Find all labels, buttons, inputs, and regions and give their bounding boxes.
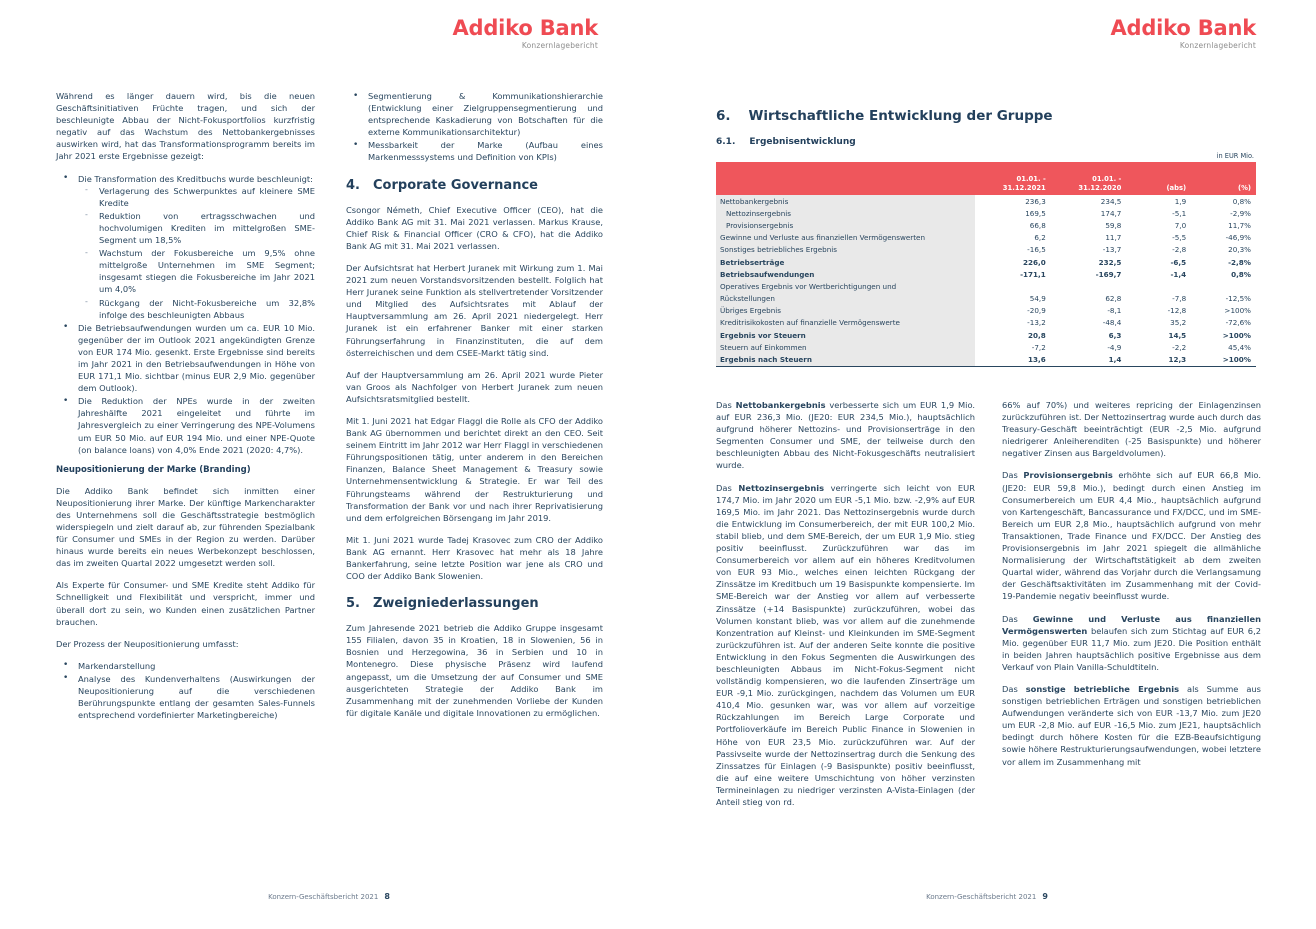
table-cell-2021: -171,1 [975, 268, 1051, 280]
paragraph-cg-3: Auf der Hauptversammlung am 26. April 2021 wurde Pieter van Groos als Nachfolger von Herbert Juranek zum neuen Aufsichtsratsmitglied bestellt. [346, 369, 603, 404]
bullet-list-repositioning [56, 660, 315, 721]
table-cell-2020: -13,7 [1051, 244, 1127, 256]
table-cell-abs [1126, 280, 1191, 292]
table-cell-2020: -48,4 [1051, 317, 1127, 329]
section-number: 5. [346, 596, 360, 612]
header-line-2: 31.12.2021 [1002, 183, 1046, 192]
list-item: • Analyse des Kundenverhaltens (Auswirkungen der Neupositionierung auf die verschiedenen Berührungspunkte entlang der gesamten Sales-Funnels entsprechend vordefinierter Marketingbereiche) [56, 673, 315, 721]
paragraph-cg-5: Mit 1. Juni 2021 wurde Tadej Krasovec zum CRO der Addiko Bank AG ernannt. Herr Krasovec hat mehr als 18 Jahre Bankerfahrung, seine letzte Position war jene als CRO und COO der Addiko Bank Slowenien. [346, 534, 603, 582]
table-header-abs: (abs) [1126, 162, 1191, 195]
right-page-column-2 [1002, 399, 1261, 818]
page-number: 8 [384, 892, 390, 901]
section-heading-6-1 [716, 137, 1261, 147]
table-cell-abs: 7,0 [1126, 219, 1191, 231]
header-line-1: 01.01. - [1092, 175, 1122, 183]
table-cell-2021: -13,2 [975, 317, 1051, 329]
table-cell-2021: 6,2 [975, 232, 1051, 244]
footer-left [0, 892, 658, 901]
list-item-text: Die Transformation des Kreditbuchs wurde beschleunigt: [78, 173, 313, 184]
list-item: • Die Reduktion der NPEs wurde in der zweiten Jahreshälfte 2021 eingeleitet und führte im Jahresvergleich zu einer Verringerung des NPE-Volumens um EUR 50 Mio. auf EUR 194 Mio. und einer NPE-Quote (on balance loans) von 4,0% Ende 2021 (2020: 4,7%). [56, 395, 315, 455]
paragraph-lead: Das [1002, 683, 1026, 694]
table-cell-pct [1191, 280, 1256, 292]
paragraph-branches: Zum Jahresende 2021 betrieb die Addiko Gruppe insgesamt 155 Filialen, davon 35 in Kroatien, 18 in Slowenien, 56 in Bosnien und Herzegowina, 36 in Serbien und 10 in Montenegro. Diese physische Präsenz wird laufend angepasst, um die Umsetzung der auf Consumer und SME ausgerichteten Strategie der Addiko Bank im Zusammenhang mit der zunehmenden Vorliebe der Kunden für digitale Kanäle und digitale Innovationen zu ermöglichen. [346, 623, 603, 718]
table-row [716, 219, 1256, 231]
table-header-2021 [975, 162, 1051, 195]
table-cell-2021: 226,0 [975, 256, 1051, 268]
table-cell-abs: -5,5 [1126, 232, 1191, 244]
paragraph-nettozins-cont: 66% auf 70%) und weiteres repricing der Einlagenzinsen zurückzuführen ist. Der Nettozinsertrag wurde auch durch das Treasury-Geschäft beeinträchtigt (EUR -2,5 Mio. aufgrund niedrigerer Anleiherenditen (-25 Basispunkte) und höherer negativer Zinsen aus Bargeldvolumen). [1002, 400, 1261, 459]
table-cell-pct: 45,4% [1191, 341, 1256, 353]
table-row [716, 232, 1256, 244]
paragraph-intro: Während es länger dauern wird, bis die neuen Geschäftsinitiativen Früchte tragen, und sich der beschleunigte Abbau der Nicht-Fokusportfolios kurzfristig negativ auf das Wachstum des Nettobankergebnisses auswirken wird, hat das Transformationsprogramm bereits im Jahr 2021 erste Ergebnisse gezeigt: [56, 91, 315, 162]
table-cell-label: Provisionsergebnis [716, 219, 975, 231]
list-item: • Die Betriebsaufwendungen wurden um ca. EUR 10 Mio. gegenüber der im Outlook 2021 angekündigten Grenze von EUR 174 Mio. gesenkt. Erste Ergebnisse sind bereits im Jahr 2021 in den Betriebsaufwendungen in Höhe von EUR 171,1 Mio. sichtbar (minus EUR 2,9 Mio. gegenüber dem Outlook). [56, 322, 315, 395]
table-header-row [716, 162, 1256, 195]
left-page-column-2 [346, 90, 603, 730]
table-cell-abs: 14,5 [1126, 329, 1191, 341]
table-cell-abs: -2,8 [1126, 244, 1191, 256]
table-cell-label: Ergebnis vor Steuern [716, 329, 975, 341]
brand-logo-left [452, 18, 598, 50]
paragraph-gewinne-verluste [1002, 613, 1261, 673]
paragraph-lead: Das [716, 482, 739, 493]
list-item: - Wachstum der Fokusbereiche um 9,5% ohne mittelgroße Unternehmen im SME Segment; insgesamt stiegen die Fokusbereiche im Jahr 2021 um 4,0% [78, 247, 315, 295]
paragraph-rest: belaufen sich zum Stichtag auf EUR 6,2 Mio. gegenüber EUR 11,7 Mio. zum JE20. Die Position enthält in beiden Jahren hauptsächlich positive Ergebnisse aus dem Verkauf von Plain Vanilla-Schuldtiteln. [1002, 625, 1261, 672]
table-header-2020 [1051, 162, 1127, 195]
financial-table [716, 162, 1256, 367]
footer-right [658, 892, 1316, 901]
subsection-number: 6.1. [716, 137, 736, 147]
table-cell-label: Kreditrisikokosten auf finanzielle Vermögenswerte [716, 317, 975, 329]
table-row [716, 244, 1256, 256]
table-row [716, 353, 1256, 366]
section-number: 4. [346, 177, 360, 193]
table-cell-2020: 6,3 [1051, 329, 1127, 341]
table-cell-abs: -12,8 [1126, 305, 1191, 317]
page-right [658, 0, 1316, 929]
bullet-list-repositioning-cont [346, 90, 603, 164]
paragraph-branding-1: Die Addiko Bank befindet sich inmitten einer Neupositionierung ihrer Marke. Der künftige Markencharakter des Unternehmens soll die Geschäftsstrategie bestmöglich widerspiegeln und zielt darauf ab, zur führenden Spezialbank für Consumer und SMEs in der Region zu werden. Darüber hinaus wurde bereits ein neues Werbekonzept beschlossen, das im zweiten Quartal 2022 umgesetzt werden soll. [56, 485, 315, 569]
table-header-pct: (%) [1191, 162, 1256, 195]
subsection-title: Ergebnisentwicklung [749, 137, 856, 147]
right-page-columns [716, 399, 1261, 818]
table-cell-label: Betriebsaufwendungen [716, 268, 975, 280]
paragraph-lead: Das [716, 400, 736, 410]
table-cell-pct: -72,6% [1191, 317, 1256, 329]
brand-name: Addiko Bank [452, 16, 598, 40]
paragraph-cg-2: Der Aufsichtsrat hat Herbert Juranek mit Wirkung zum 1. Mai 2021 zum neuen Vorstandsvorsitzenden bestellt. Folglich hat Herr Juranek seine Funktion als stellvertretender Vorsitzender und Mitglied des Aufsichtsrates mit Ablauf der Hauptversammlung am 26. April 2021 niedergelegt. Herr Juranek ist ein erfahrener Banker mit einer starken Führungserfahrung in Finanzinstituten, die auf dem österreichischen und dem CSEE-Markt tätig sind. [346, 262, 603, 358]
table-cell-2020: -8,1 [1051, 305, 1127, 317]
table-cell-2021: 13,6 [975, 353, 1051, 366]
table-cell-2020: 174,7 [1051, 207, 1127, 219]
table-cell-pct: >100% [1191, 353, 1256, 366]
list-item: • Messbarkeit der Marke (Aufbau eines Markenmesssystems und Definition von KPIs) [346, 139, 603, 163]
table-cell-2021: 236,3 [975, 195, 1051, 207]
table-cell-label: Nettobankergebnis [716, 195, 975, 207]
table-cell-abs: 1,9 [1126, 195, 1191, 207]
term-bold: Nettozinsergebnis [738, 482, 825, 493]
paragraph-rest: verbesserte sich um EUR 1,9 Mio. auf EUR 236,3 Mio. (JE20: EUR 234,5 Mio.), hauptsächlich aufgrund höherer Nettozins- und Provisionserträge in den Segmenten Consumer und SME, der teilweise durch den beschleunigten Abbau des Nicht-Fokusgeschäfts neutralisiert wurde. [716, 400, 976, 471]
table-header-label [716, 162, 975, 195]
table-cell-pct: >100% [1191, 305, 1256, 317]
brand-subtitle: Konzernlagebericht [521, 41, 598, 50]
table-cell-abs: -5,1 [1126, 207, 1191, 219]
table-cell-2020: -4,9 [1051, 341, 1127, 353]
dash-list [78, 185, 315, 321]
table-cell-2020: 1,4 [1051, 353, 1127, 366]
paragraph-nettozinsergebnis [716, 482, 975, 809]
paragraph-lead: Das [1002, 470, 1024, 481]
term-bold: sonstige betriebliche Ergebnis [1025, 683, 1180, 694]
page-number: 9 [1042, 892, 1048, 901]
table-cell-label: Rückstellungen [716, 293, 975, 305]
table-cell-abs: -1,4 [1126, 268, 1191, 280]
header-line-1: 01.01. - [1016, 175, 1046, 183]
section-heading-5 [346, 596, 603, 611]
table-cell-label: Nettozinsergebnis [716, 207, 975, 219]
paragraph-lead: Das [1002, 613, 1033, 624]
table-row [716, 207, 1256, 219]
table-body [716, 195, 1256, 366]
table-cell-abs: -2,2 [1126, 341, 1191, 353]
table-cell-2021: -7,2 [975, 341, 1051, 353]
table-cell-label: Übriges Ergebnis [716, 305, 975, 317]
table-cell-2020: 232,5 [1051, 256, 1127, 268]
left-page-columns [56, 90, 616, 730]
table-unit-label: in EUR Mio. [1216, 152, 1254, 160]
paragraph-cg-4: Mit 1. Juni 2021 hat Edgar Flaggl die Rolle als CFO der Addiko Bank AG übernommen und berichtet direkt an den CEO. Seit seinem Eintritt im Jahr 2012 war Herr Flaggl in verschiedenen Führungspositionen tätig, unter anderem in den Bereichen Finanzen, Balance Sheet Management & Treasury sowie Unternehmensentwicklung & Strategie. Er war Teil des Führungsteams während der Restrukturierung und Transformation der Bank vor und nach ihrer Reprivatisierung und dem erfolgreichen Börsengang im Jahr 2019. [346, 415, 603, 523]
table-cell-2020: 62,8 [1051, 293, 1127, 305]
list-item: • Markendarstellung [56, 660, 315, 672]
table-cell-2021: 66,8 [975, 219, 1051, 231]
table-cell-label: Operatives Ergebnis vor Wertberichtigungen und [716, 280, 975, 292]
list-item: • Segmentierung & Kommunikationshierarchie (Entwicklung einer Zielgruppensegmentierung und entsprechende Kaskadierung von Botschaften für die externe Kommunikationsarchitektur) [346, 90, 603, 138]
table-cell-pct: -2,9% [1191, 207, 1256, 219]
paragraph-branding-3: Der Prozess der Neupositionierung umfasst: [56, 638, 239, 649]
section-number: 6. [716, 108, 731, 124]
list-item: - Reduktion von ertragsschwachen und hochvolumigen Krediten im mittelgroßen SME-Segment um 18,5% [78, 210, 315, 246]
table-cell-2021: 169,5 [975, 207, 1051, 219]
table-row [716, 268, 1256, 280]
table-cell-2021: -16,5 [975, 244, 1051, 256]
paragraph-rest: verringerte sich leicht von EUR 174,7 Mio. im Jahr 2020 um EUR -5,1 Mio. bzw. -2,9% auf EUR 169,5 Mio. im Jahr 2021. Das Nettozinsergebnis wurde durch die Entwicklung im Consumerbereich, der mit EUR 100,2 Mio. stabil blieb, und dem SME-Bereich, der um EUR 1,9 Mio. stieg positiv beeinflusst. Zurückzuführen war das im Consumerbereich vor allem auf ein höheres Kreditvolumen von EUR 93 Mio., welches einen leichten Rückgang der Zinssätze im Kreditbuch um 19 Basispunkte kompensierte. Im SME-Bereich war der Anstieg vor allem auf verbesserte Zinssätze (+14 Basispunkte) zurückzuführen, wobei das Volumen konstant blieb, was vor allem auf die zunehmende Konzentration auf Kleinst- und Kleinkunden im SME-Segment zurückzuführen ist. Auf der anderen Seite konnte die positive Entwicklung in den Fokus Segmenten die Auswirkungen des beschleunigten Abbaus im Nicht-Fokus-Segment nicht vollständig kompensieren, wo die laufenden Zinserträge um EUR -9,1 Mio. zurückgingen, nachdem das Volumen um EUR 410,4 Mio. gesunken war, was vor allem auf vorzeitige Rückzahlungen im Bereich Large Corporate und Portfolioverkäufe im Bereich Public Finance in Slowenien in Höhe von EUR 23,5 Mio. zurückzuführen war. Auf der Passivseite wurde der Nettozinsertrag durch die Senkung des Zinssatzes für Einlagen (-9 Basispunkte) positiv beeinflusst, die auf eine weitere Umschichtung von höher verzinsten Termineinlagen zu niedriger verzinsten A-Vista-Einlagen (der Anteil stieg von rd. [716, 482, 975, 807]
brand-name: Addiko Bank [1110, 16, 1256, 40]
paragraph-cg-1: Csongor Németh, Chief Executive Officer (CEO), hat die Addiko Bank AG mit 31. Mai 2021 verlassen. Markus Krause, Chief Risk & Financial Officer (CRO & CFO), hat die Addiko Bank AG mit 31. Mai 2021 verlassen. [346, 204, 603, 251]
right-page-heading-block [716, 108, 1261, 147]
table-cell-pct: -2,8% [1191, 256, 1256, 268]
table-cell-label: Steuern auf Einkommen [716, 341, 975, 353]
table-cell-label: Sonstiges betriebliches Ergebnis [716, 244, 975, 256]
table-cell-2020: 11,7 [1051, 232, 1127, 244]
table-cell-pct: 20,3% [1191, 244, 1256, 256]
section-title: Wirtschaftliche Entwicklung der Gruppe [748, 108, 1053, 124]
list-item: - Rückgang der Nicht-Fokusbereiche um 32,8% infolge des beschleunigten Abbaus [78, 297, 315, 321]
table-row [716, 317, 1256, 329]
footer-text: Konzern-Geschäftsbericht 2021 [268, 893, 379, 901]
paragraph-branding-2: Als Experte für Consumer- und SME Kredite steht Addiko für Schnelligkeit und Flexibilität und verspricht, immer und überall dort zu sein, wo Kunden einen zusätzlichen Partner brauchen. [56, 580, 315, 627]
table-cell-2021: 20,8 [975, 329, 1051, 341]
list-item: - Verlagerung des Schwerpunktes auf kleinere SME Kredite [78, 185, 315, 209]
table-cell-abs: -7,8 [1126, 293, 1191, 305]
term-bold: Provisionsergebnis [1023, 470, 1113, 481]
footer-text: Konzern-Geschäftsbericht 2021 [926, 893, 1037, 901]
table-row [716, 195, 1256, 207]
section-title: Zweigniederlassungen [373, 596, 539, 612]
table-cell-label: Betriebserträge [716, 256, 975, 268]
table-row [716, 329, 1256, 341]
table-cell-abs: -6,5 [1126, 256, 1191, 268]
table-cell-abs: 12,3 [1126, 353, 1191, 366]
table-cell-2020: 59,8 [1051, 219, 1127, 231]
table-row [716, 341, 1256, 353]
brand-subtitle: Konzernlagebericht [1179, 41, 1256, 50]
table-cell-2021: -20,9 [975, 305, 1051, 317]
table-cell-label: Ergebnis nach Steuern [716, 353, 975, 366]
table-cell-2021: 54,9 [975, 293, 1051, 305]
table-cell-abs: 35,2 [1126, 317, 1191, 329]
table-cell-pct: >100% [1191, 329, 1256, 341]
table-cell-pct: 11,7% [1191, 219, 1256, 231]
financial-table-wrapper [716, 152, 1256, 367]
right-page-column-1 [716, 399, 975, 818]
table-cell-2020: -169,7 [1051, 268, 1127, 280]
term-bold: Gewinne und Verluste aus finanziellen Vermögenswerten [1002, 613, 1261, 636]
table-head [716, 162, 1256, 195]
table-cell-pct: 0,8% [1191, 268, 1256, 280]
brand-logo-right [1110, 18, 1256, 50]
paragraph-nettobankergebnis [716, 399, 975, 472]
paragraph-rest: als Summe aus sonstigen betrieblichen Erträgen und sonstigen betrieblichen Aufwendungen veränderte sich von EUR -13,7 Mio. zum JE20 um EUR -2,8 Mio. auf EUR -16,5 Mio. zum JE21, hauptsächlich bedingt durch höhere Kosten für die EZB-Beaufsichtigung sowie höhere Restrukturierungsaufwendungen, wobei letztere vor allem im Zusammenhang mit [1002, 683, 1261, 767]
term-bold: Nettobankergebnis [735, 400, 826, 410]
table-cell-pct: -12,5% [1191, 293, 1256, 305]
table-row [716, 280, 1256, 292]
section-heading-6 [716, 108, 1261, 124]
list-item [56, 173, 315, 321]
table-cell-2021 [975, 280, 1051, 292]
table-cell-pct: 0,8% [1191, 195, 1256, 207]
table-cell-label: Gewinne und Verluste aus finanziellen Vermögenswerten [716, 232, 975, 244]
table-cell-2020: 234,5 [1051, 195, 1127, 207]
subheading-branding: Neupositionierung der Marke (Branding) [56, 464, 251, 475]
section-heading-4 [346, 178, 603, 193]
table-row [716, 293, 1256, 305]
table-cell-2020 [1051, 280, 1127, 292]
paragraph-provisionsergebnis [1002, 469, 1261, 602]
paragraph-rest: erhöhte sich auf EUR 66,8 Mio. (JE20: EUR 59,8 Mio.), bedingt durch einen Anstieg im Consumerbereich um EUR 4,4 Mio., hauptsächlich aufgrund von Kartengeschäft, Bancassurance und FX/DCC, und im SME-Bereich um EUR 2,8 Mio., hauptsächlich aufgrund von mehr Transaktionen, Trade Finance und FX/DCC. Der Anstieg des Provisionsergebnis im Jahr 2021 spiegelt die allmähliche Normalisierung der Wirtschaftstätigkeit ab dem zweiten Quartal wider, während das Vorjahr durch die Verlangsamung der Geschäftsaktivitäten im Zusammenhang mit der Covid-19-Pandemie negativ beeinflusst wurde. [1002, 470, 1261, 602]
section-title: Corporate Governance [373, 177, 538, 193]
table-cell-pct: -46,9% [1191, 232, 1256, 244]
paragraph-sonstiges-ergebnis [1002, 683, 1261, 768]
bullet-list-results [56, 173, 315, 456]
table-row [716, 256, 1256, 268]
table-row [716, 305, 1256, 317]
left-page-column-1 [56, 90, 315, 730]
header-line-2: 31.12.2020 [1078, 183, 1122, 192]
